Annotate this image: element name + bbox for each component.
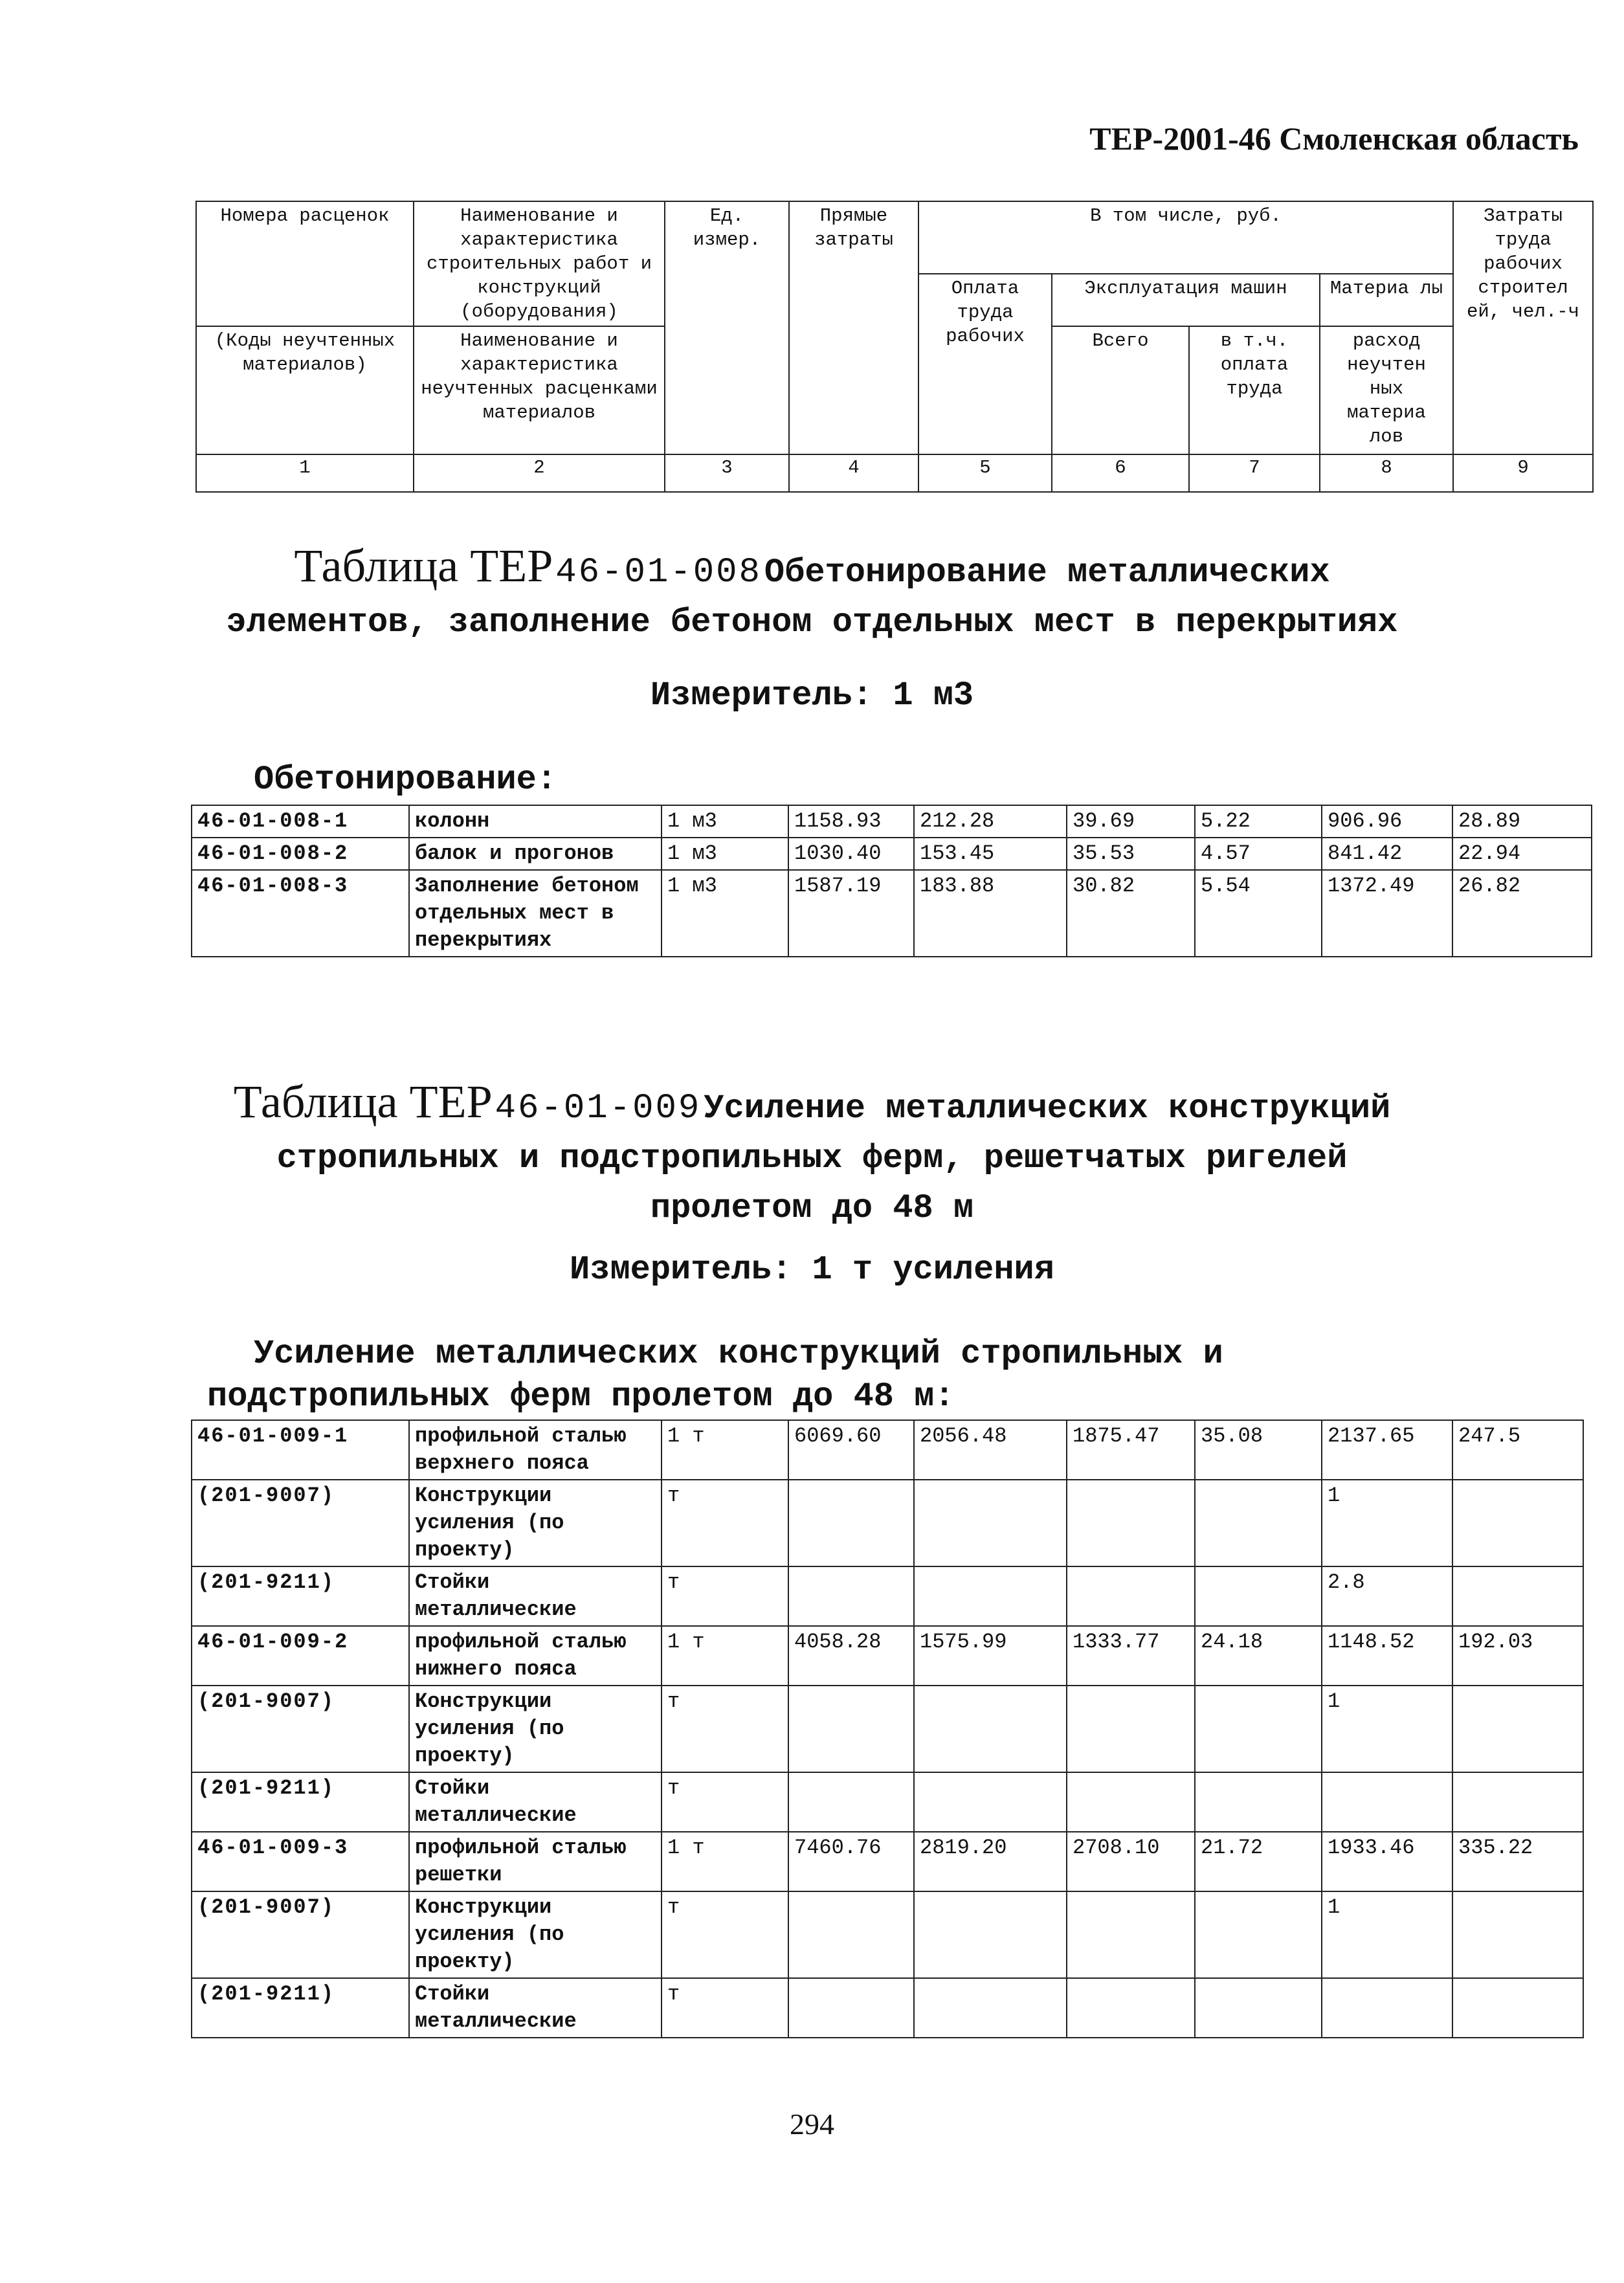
work-name-cell: профильной сталью верхнего пояса — [409, 1420, 662, 1480]
machines-labor-cell: 5.54 — [1195, 870, 1322, 957]
col-header-machines: Эксплуатация машин — [1052, 274, 1320, 326]
machines-total-cell — [1067, 1480, 1195, 1566]
worker-pay-cell — [914, 1480, 1067, 1566]
labor-hours-cell: 192.03 — [1452, 1626, 1583, 1686]
direct-costs-cell — [788, 1891, 914, 1978]
rate-code-cell: (201-9211) — [192, 1772, 409, 1832]
machines-labor-cell: 5.22 — [1195, 805, 1322, 838]
table-row — [192, 1772, 1583, 1832]
unit-cell: 1 т — [662, 1832, 788, 1891]
col-number: 6 — [1052, 454, 1189, 492]
labor-hours-cell: 335.22 — [1452, 1832, 1583, 1891]
table1-code: 46-01-008 — [555, 553, 762, 592]
unit-cell: т — [662, 1772, 788, 1832]
worker-pay-cell: 183.88 — [914, 870, 1067, 957]
machines-total-cell — [1067, 1891, 1195, 1978]
table2-title-line2: стропильных и подстропильных ферм, решетчатых ригелей — [276, 1139, 1348, 1177]
labor-hours-cell — [1452, 1566, 1583, 1626]
col-header-rate-codes: Номера расценок — [196, 201, 414, 326]
col-header-direct-costs: Прямые затраты — [789, 201, 918, 454]
labor-hours-cell: 22.94 — [1452, 838, 1592, 870]
machines-labor-cell — [1195, 1566, 1322, 1626]
direct-costs-cell: 6069.60 — [788, 1420, 914, 1480]
work-name-cell: колонн — [409, 805, 662, 838]
materials-cell: 841.42 — [1322, 838, 1452, 870]
labor-hours-cell — [1452, 1480, 1583, 1566]
machines-labor-cell — [1195, 1978, 1322, 2038]
materials-cell: 1 — [1322, 1480, 1452, 1566]
direct-costs-cell: 1587.19 — [788, 870, 914, 957]
col-number: 7 — [1189, 454, 1320, 492]
table2-title-line1: Усиление металлических конструкций — [704, 1089, 1391, 1128]
materials-cell: 906.96 — [1322, 805, 1452, 838]
labor-hours-cell — [1452, 1891, 1583, 1978]
work-name-cell: Стойки металлические — [409, 1566, 662, 1626]
rate-code-cell: 46-01-008-1 — [192, 805, 409, 838]
rate-code-cell: 46-01-009-1 — [192, 1420, 409, 1480]
table-row — [192, 1626, 1583, 1686]
table-row — [192, 1420, 1583, 1480]
table1-heading — [0, 540, 1624, 651]
worker-pay-cell: 212.28 — [914, 805, 1067, 838]
machines-labor-cell — [1195, 1686, 1322, 1772]
direct-costs-cell — [788, 1566, 914, 1626]
unit-cell: 1 т — [662, 1420, 788, 1480]
materials-cell: 2.8 — [1322, 1566, 1452, 1626]
work-name-cell: балок и прогонов — [409, 838, 662, 870]
materials-cell: 1933.46 — [1322, 1832, 1452, 1891]
materials-cell: 1 — [1322, 1686, 1452, 1772]
table1-section-title: Обетонирование: — [254, 761, 557, 799]
col-header-worker-pay: Оплата труда рабочих — [918, 274, 1052, 454]
table-row — [192, 838, 1592, 870]
work-name-cell: Стойки металлические — [409, 1978, 662, 2038]
direct-costs-cell — [788, 1978, 914, 2038]
col-header-machines-total: Всего — [1052, 326, 1189, 454]
machines-total-cell — [1067, 1978, 1195, 2038]
table2-section-title-line1: Усиление металлических конструкций стропильных и — [254, 1335, 1223, 1373]
unit-cell: 1 м3 — [662, 838, 788, 870]
machines-total-cell: 1875.47 — [1067, 1420, 1195, 1480]
rate-code-cell: 46-01-009-2 — [192, 1626, 409, 1686]
work-name-cell: профильной сталью решетки — [409, 1832, 662, 1891]
col-number: 2 — [414, 454, 665, 492]
col-number: 4 — [789, 454, 918, 492]
work-name-cell: Конструкции усиления (по проекту) — [409, 1891, 662, 1978]
rate-code-cell: (201-9211) — [192, 1566, 409, 1626]
labor-hours-cell — [1452, 1978, 1583, 2038]
work-name-cell: Конструкции усиления (по проекту) — [409, 1480, 662, 1566]
worker-pay-cell — [914, 1686, 1067, 1772]
col-header-unaccounted-consumption: расход неучтен ных материа лов — [1320, 326, 1453, 454]
table1-data — [191, 805, 1592, 957]
work-name-cell: Стойки металлические — [409, 1772, 662, 1832]
machines-total-cell: 39.69 — [1067, 805, 1195, 838]
direct-costs-cell: 1158.93 — [788, 805, 914, 838]
table-row — [192, 805, 1592, 838]
machines-labor-cell — [1195, 1891, 1322, 1978]
col-header-labor-hours: Затраты труда рабочих строител ей, чел.-ч — [1453, 201, 1593, 454]
unit-cell: т — [662, 1891, 788, 1978]
materials-cell: 1372.49 — [1322, 870, 1452, 957]
unit-cell: т — [662, 1686, 788, 1772]
rate-code-cell: (201-9007) — [192, 1686, 409, 1772]
table-row — [192, 1832, 1583, 1891]
materials-cell — [1322, 1772, 1452, 1832]
machines-labor-cell — [1195, 1480, 1322, 1566]
table-row — [192, 1978, 1583, 2038]
labor-hours-cell: 247.5 — [1452, 1420, 1583, 1480]
machines-labor-cell: 35.08 — [1195, 1420, 1322, 1480]
table2-measure: Измеритель: 1 т усиления — [570, 1251, 1054, 1289]
page-number: 294 — [790, 2108, 834, 2141]
rate-code-cell: (201-9007) — [192, 1480, 409, 1566]
machines-total-cell: 2708.10 — [1067, 1832, 1195, 1891]
rate-code-cell: 46-01-008-2 — [192, 838, 409, 870]
col-header-unit: Ед. измер. — [665, 201, 789, 454]
unit-cell: 1 м3 — [662, 805, 788, 838]
materials-cell: 1 — [1322, 1891, 1452, 1978]
col-number: 3 — [665, 454, 789, 492]
direct-costs-cell: 7460.76 — [788, 1832, 914, 1891]
table1-title-line2: элементов, заполнение бетоном отдельных мест в перекрытиях — [226, 603, 1398, 641]
table2-label: Таблица ТЕР — [233, 1076, 493, 1128]
worker-pay-cell — [914, 1566, 1067, 1626]
materials-cell: 1148.52 — [1322, 1626, 1452, 1686]
unit-cell: 1 м3 — [662, 870, 788, 957]
table2-code: 46-01-009 — [495, 1089, 702, 1128]
col-number: 5 — [918, 454, 1052, 492]
machines-labor-cell — [1195, 1772, 1322, 1832]
worker-pay-cell — [914, 1891, 1067, 1978]
materials-cell: 2137.65 — [1322, 1420, 1452, 1480]
direct-costs-cell: 1030.40 — [788, 838, 914, 870]
labor-hours-cell: 28.89 — [1452, 805, 1592, 838]
machines-total-cell: 30.82 — [1067, 870, 1195, 957]
worker-pay-cell — [914, 1772, 1067, 1832]
rate-code-cell: 46-01-009-3 — [192, 1832, 409, 1891]
worker-pay-cell: 153.45 — [914, 838, 1067, 870]
col-header-machines-labor: в т.ч. оплата труда — [1189, 326, 1320, 454]
machines-total-cell: 1333.77 — [1067, 1626, 1195, 1686]
machines-labor-cell: 24.18 — [1195, 1626, 1322, 1686]
work-name-cell: Конструкции усиления (по проекту) — [409, 1686, 662, 1772]
direct-costs-cell — [788, 1772, 914, 1832]
machines-labor-cell: 21.72 — [1195, 1832, 1322, 1891]
col-header-materials: Материа лы — [1320, 274, 1453, 326]
labor-hours-cell: 26.82 — [1452, 870, 1592, 957]
unit-cell: т — [662, 1480, 788, 1566]
table1-label: Таблица ТЕР — [294, 540, 553, 592]
direct-costs-cell — [788, 1686, 914, 1772]
table1-title-line1: Обетонирование металлических — [764, 553, 1330, 592]
rate-code-cell: 46-01-008-3 — [192, 870, 409, 957]
col-header-unaccounted-names: Наименование и характеристика неучтенных расценками материалов — [414, 326, 665, 454]
worker-pay-cell: 2819.20 — [914, 1832, 1067, 1891]
column-header-table — [195, 201, 1594, 493]
direct-costs-cell — [788, 1480, 914, 1566]
labor-hours-cell — [1452, 1686, 1583, 1772]
running-header: ТЕР-2001-46 Смоленская область — [1089, 120, 1579, 157]
machines-labor-cell: 4.57 — [1195, 838, 1322, 870]
col-number: 1 — [196, 454, 414, 492]
worker-pay-cell: 1575.99 — [914, 1626, 1067, 1686]
col-number: 8 — [1320, 454, 1453, 492]
direct-costs-cell: 4058.28 — [788, 1626, 914, 1686]
table2-title-line3: пролетом до 48 м — [650, 1189, 974, 1227]
unit-cell: т — [662, 1566, 788, 1626]
unit-cell: т — [662, 1978, 788, 2038]
table-row — [192, 1566, 1583, 1626]
machines-total-cell — [1067, 1772, 1195, 1832]
col-header-including-group: В том числе, руб. — [918, 201, 1453, 274]
table-row — [192, 1686, 1583, 1772]
col-number: 9 — [1453, 454, 1593, 492]
machines-total-cell — [1067, 1686, 1195, 1772]
table2-data — [191, 1420, 1584, 2038]
rate-code-cell: (201-9211) — [192, 1978, 409, 2038]
unit-cell: 1 т — [662, 1626, 788, 1686]
rate-code-cell: (201-9007) — [192, 1891, 409, 1978]
table-row — [192, 870, 1592, 957]
table2-section-title-line2: подстропильных ферм пролетом до 48 м: — [207, 1377, 955, 1416]
machines-total-cell: 35.53 — [1067, 838, 1195, 870]
work-name-cell: Заполнение бетоном отдельных мест в перекрытиях — [409, 870, 662, 957]
col-header-unaccounted-codes: (Коды неучтенных материалов) — [196, 326, 414, 454]
table2-heading — [0, 1076, 1624, 1236]
worker-pay-cell — [914, 1978, 1067, 2038]
table-row — [192, 1480, 1583, 1566]
table1-measure: Измеритель: 1 м3 — [650, 676, 974, 715]
worker-pay-cell: 2056.48 — [914, 1420, 1067, 1480]
labor-hours-cell — [1452, 1772, 1583, 1832]
work-name-cell: профильной сталью нижнего пояса — [409, 1626, 662, 1686]
col-header-work-name: Наименование и характеристика строительных работ и конструкций (оборудования) — [414, 201, 665, 326]
machines-total-cell — [1067, 1566, 1195, 1626]
materials-cell — [1322, 1978, 1452, 2038]
table-row — [192, 1891, 1583, 1978]
